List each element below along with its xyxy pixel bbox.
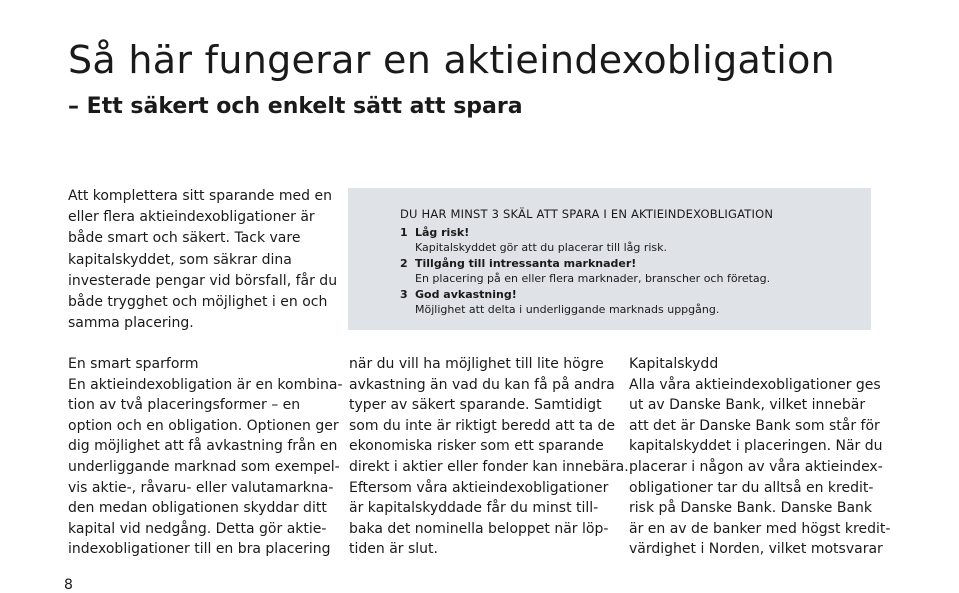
text-line: typer av säkert sparande. Samtidigt [349,397,602,414]
reason-title: Låg risk! [415,226,470,239]
text-line: den medan obligationen skyddar ditt [68,500,327,517]
reason-number: 1 [400,226,408,239]
text-line: värdighet i Norden, vilket motsvarar [629,541,883,558]
page-subtitle: – Ett säkert och enkelt sätt att spara [68,94,523,119]
text-line: baka det nominella beloppet när löp- [349,520,609,537]
text-line: obligationer tar du alltså en kredit- [629,479,874,496]
intro-paragraph [68,186,338,334]
reason-number: 2 [400,256,408,270]
text-line: är kapitalskyddade får du minst till- [349,500,599,517]
text-line: kapital vid nedgång. Detta gör aktie- [68,520,327,537]
reasons-box [348,188,871,330]
text-line: ekonomiska risker som ett sparande [349,438,604,455]
page-title: Så här fungerar en aktieindexobligation [68,38,836,82]
text-line: Alla våra aktieindexobligationer ges [629,376,881,393]
intro-line: både trygghet och möjlighet i en och [68,294,328,311]
section-heading: Kapitalskydd [629,356,719,372]
intro-line: Att komplettera sitt sparande med en [68,188,332,204]
column-continued [349,354,629,560]
section-heading: En smart sparform [68,356,199,372]
reason-item [400,225,871,256]
text-line: direkt i aktier eller fonder kan innebära. [349,458,629,475]
text-line: är en av de banker med högst kredit- [629,520,891,537]
text-line: tiden är slut. [349,541,438,558]
text-line: som du inte är riktigt beredd att ta de [349,417,616,434]
reason-item [400,256,871,287]
text-line: ut av Danske Bank, vilket innebär [629,397,866,414]
text-line: option och en obligation. Optionen ger [68,417,339,434]
reason-title: Tillgång till intressanta marknader! [415,256,637,270]
text-line: risk på Danske Bank. Danske Bank [629,500,873,517]
intro-line: investerade pengar vid börsfall, får du [68,272,338,289]
intro-line: kapitalskyddet, som säkrar dina [68,251,292,268]
text-line: vis aktie-, råvaru- eller valutamarkna- [68,479,334,496]
reasons-heading: DU HAR MINST 3 SKÄL ATT SPARA I EN AKTIEINDEXOBLIGATION [400,207,774,221]
text-line: avkastning än vad du kan få på andra [349,376,615,393]
text-line: tion av två placeringsformer – en [68,397,301,414]
reason-title: God avkastning! [415,287,517,301]
reason-description: Möjlighet att delta i underliggande marknads uppgång. [415,303,720,317]
text-line: när du vill ha möjlighet till lite högre [349,356,604,372]
reason-item [400,287,871,318]
intro-line: både smart och säkert. Tack vare [68,230,301,247]
intro-line: samma placering. [68,315,194,332]
text-line: indexobligationer till en bra placering [68,541,331,558]
text-line: kapitalskyddet i placeringen. När du [629,438,883,455]
column-smart-sparform [68,354,343,560]
text-line: dig möjlighet att få avkastning från en [68,438,338,455]
intro-line: eller flera aktieindexobligationer är [68,209,315,226]
column-kapitalskydd [629,354,899,560]
reason-number: 3 [400,287,408,301]
text-line: En aktieindexobligation är en kombina- [68,376,343,393]
text-line: placerar i någon av våra aktieindex- [629,458,883,475]
text-line: Eftersom våra aktieindexobligationer [349,479,609,496]
reason-description: En placering på en eller flera marknader, branscher och företag. [415,272,771,286]
reason-description: Kapitalskyddet gör att du placerar till låg risk. [415,241,668,255]
text-line: underliggande marknad som exempel- [68,458,340,475]
text-line: att det är Danske Bank som står för [629,417,880,434]
page-number: 8 [64,577,73,593]
